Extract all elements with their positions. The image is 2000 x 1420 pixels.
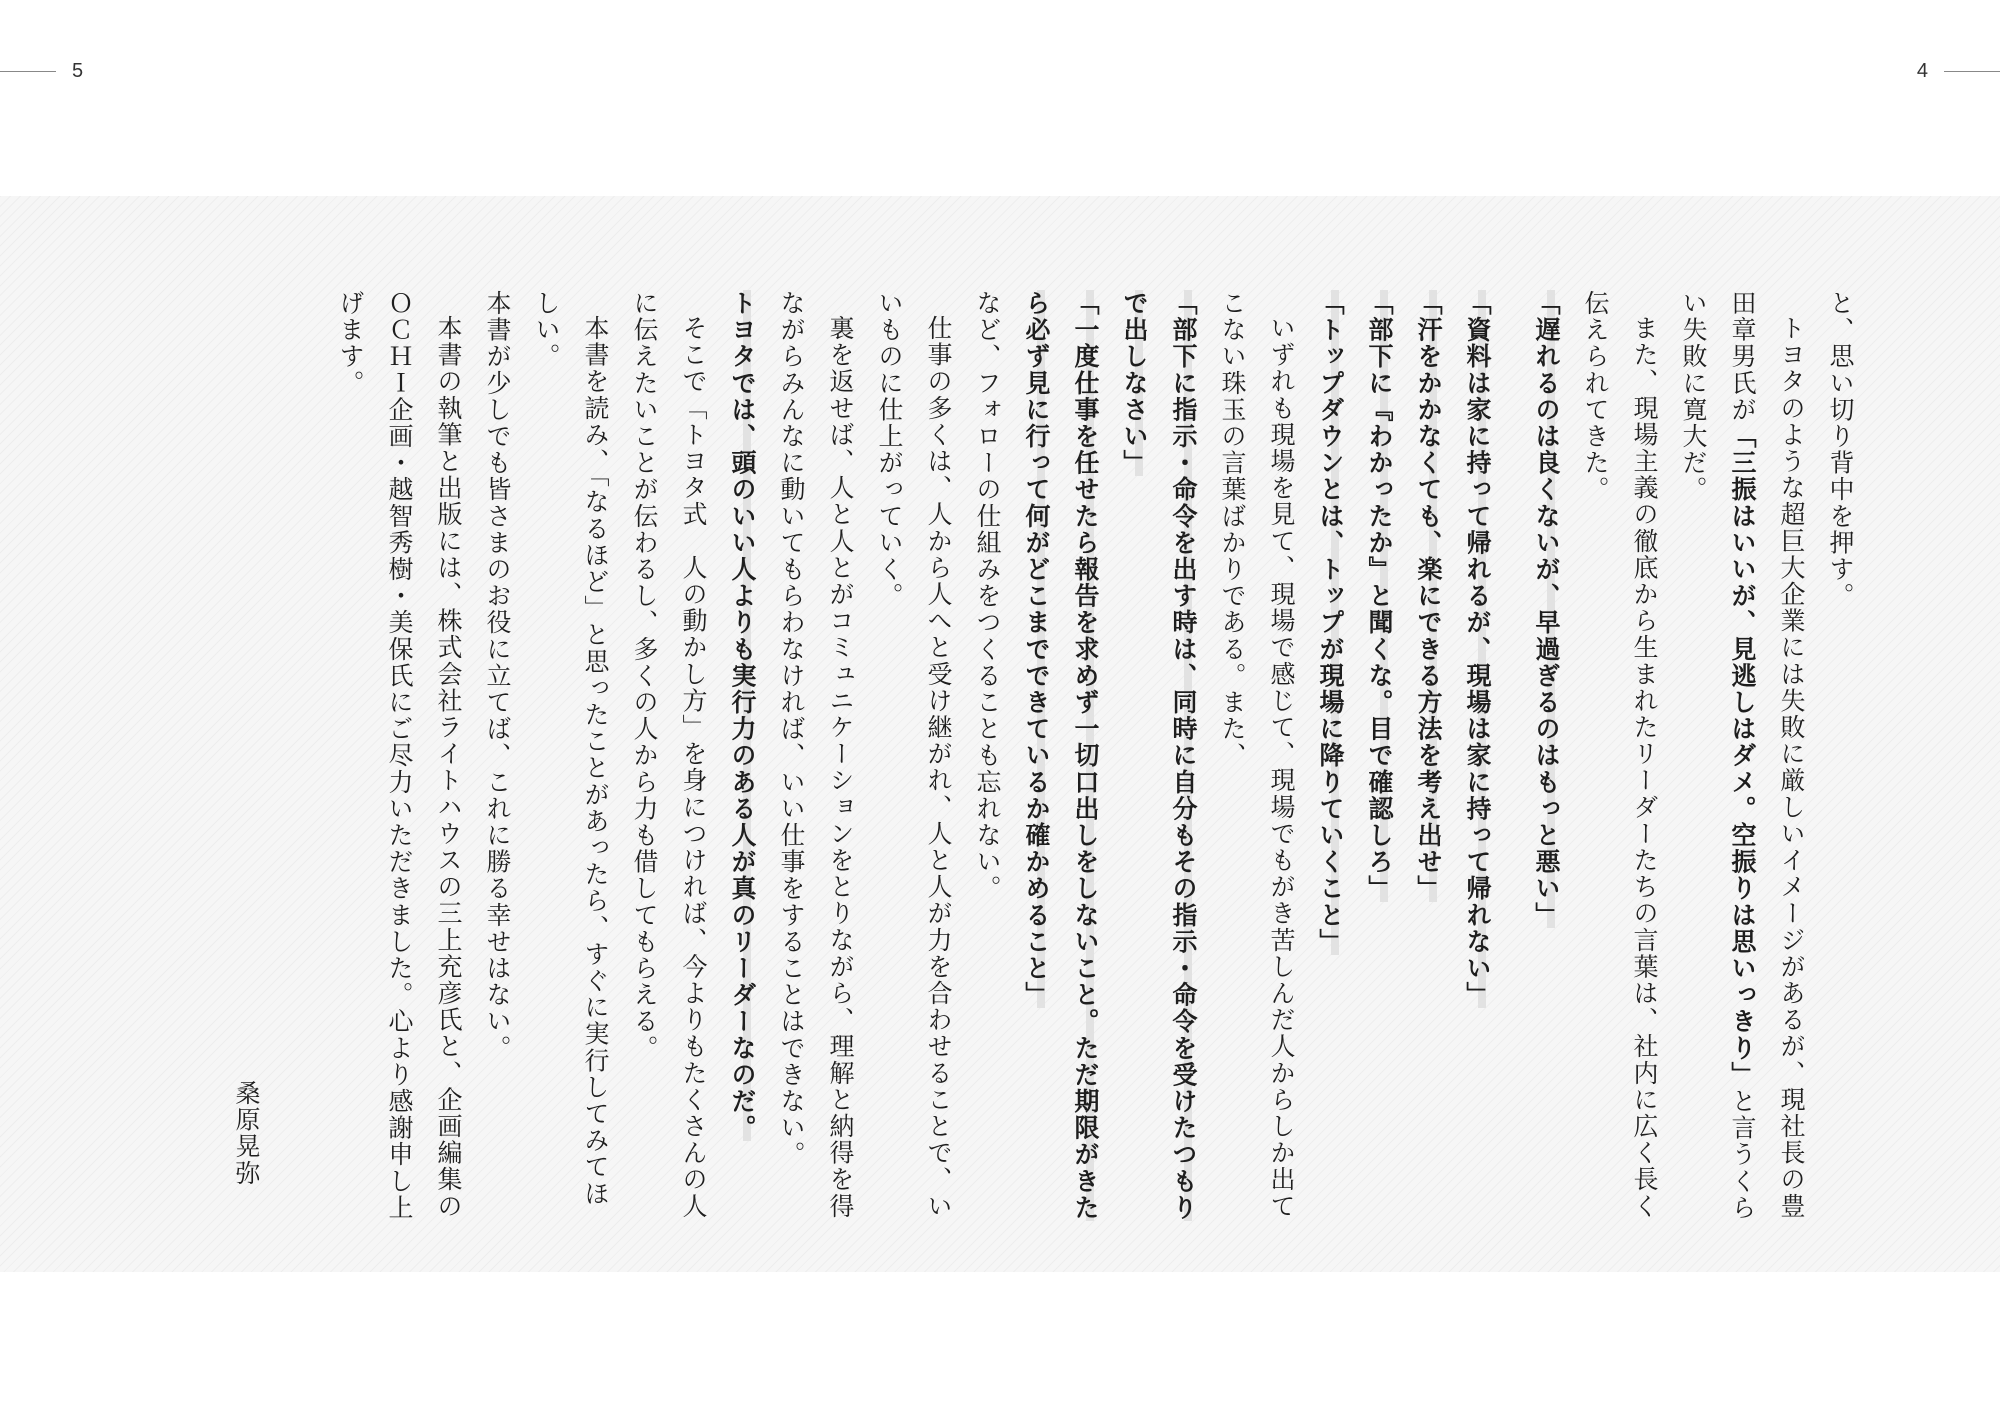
header-rule-left (0, 71, 56, 72)
quote-2: 「資料は家に持って帰れるが、現場は家に持って帰れない」 (1463, 290, 1492, 1009)
quote-4: 「部下に『わかったか』と聞くな。目で確認しろ」 (1365, 290, 1394, 902)
quote-6: 「部下に指示・命令を出す時は、同時に自分もその指示・命令を受けたつもりで出しなさい」 (1120, 290, 1198, 1221)
vertical-body-text (222, 290, 1865, 1230)
header-rule-right (1944, 71, 2000, 72)
quote-1: 「遅れるのは良くないが、早過ぎるのはもっと悪い」 (1532, 290, 1561, 929)
paragraph-7: 裏を返せば、人と人とがコミュニケーションをとりながら、理解と納得を得ながらみんなに動いてもらわなければ、いい仕事をすることはできない。 (777, 290, 855, 1220)
paragraph-3: また、現場主義の徹底から生まれたリーダーたちの言葉は、社内に広く長く伝えられてきた。 (1581, 290, 1659, 1220)
paragraph-2: トヨタのような超巨大企業には失敗に厳しいイメージがあるが、現社長の豊田章男氏が「三振はいいが、見逃しはダメ。空振りは思いっきり」と言うくらい失敗に寛大だ。 (1679, 290, 1806, 1221)
paragraph-8: トヨタでは、頭のいい人よりも実行力のある人が真のリーダーなのだ。 (728, 290, 757, 1142)
page-number-right: 4 (1916, 59, 1928, 82)
bold-quote-sanshin: 「三振はいいが、見逃しはダメ。空振りは思いっきり」 (1728, 423, 1757, 1088)
quote-5: 「トップダウンとは、トップが現場に降りていくこと」 (1316, 290, 1345, 955)
quote-7: 「一度仕事を任せたら報告を求めず一切口出しをしないこと。ただ期限がきたら必ず見に行って何がどこまでできているか確かめること」 (1022, 290, 1100, 1221)
paragraph-5: など、フォローの仕組みをつくることも忘れない。 (973, 290, 1002, 902)
paragraph-1: と、思い切り背中を押す。 (1826, 290, 1855, 610)
author-signature: 桑原晃弥 (232, 1080, 261, 1187)
paragraph-12: 本書の執筆と出版には、株式会社ライトハウスの三上充彦氏と、企画編集のＯＣＨＩ企画・越智秀樹・美保氏にご尽力いただきました。心より感謝申し上げます。 (336, 290, 463, 1221)
quote-3: 「汗をかかなくても、楽にできる方法を考え出せ」 (1414, 290, 1443, 902)
left-page-header (0, 58, 83, 84)
paragraph-4: いずれも現場を見て、現場で感じて、現場でもがき苦しんだ人からしか出てこない珠玉の言葉ばかりである。また、 (1218, 290, 1296, 1220)
paragraph-9: そこで「トヨタ式 人の動かし方」を身につければ、今よりもたくさんの人に伝えたいことが伝わるし、多くの人から力も借してもらえる。 (630, 290, 708, 1220)
paragraph-10: 本書を読み、「なるほど」と思ったことがあったら、すぐに実行してみてほしい。 (532, 290, 610, 1207)
page-number-left: 5 (72, 59, 84, 82)
paragraph-6: 仕事の多くは、人から人へと受け継がれ、人と人が力を合わせることで、いいものに仕上がっていく。 (875, 290, 953, 1220)
paragraph-11: 本書が少しでも皆さまのお役に立てば、これに勝る幸せはない。 (483, 290, 512, 1062)
right-page-header (1917, 58, 2000, 84)
